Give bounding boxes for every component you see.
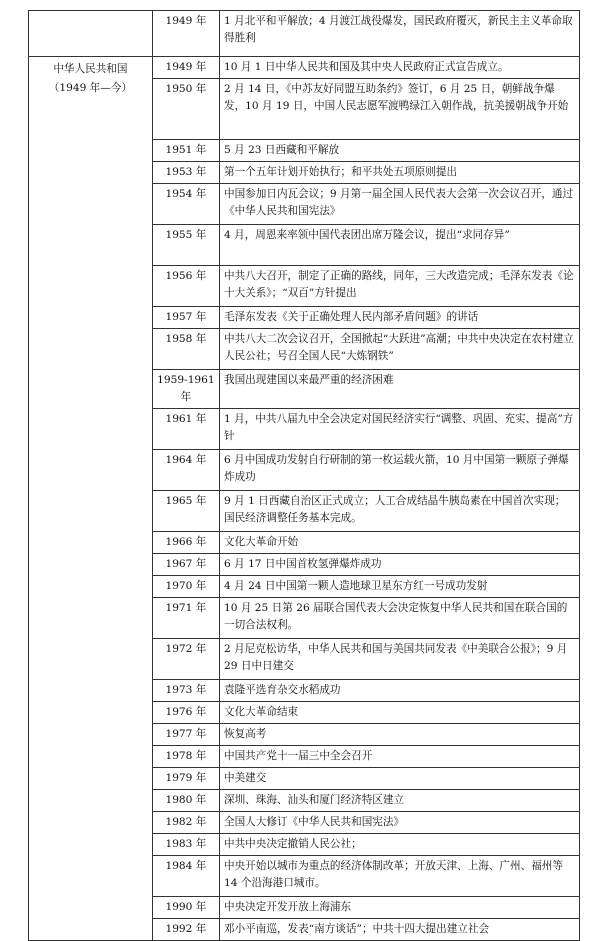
- event-cell: 中央决定开发开放上海浦东: [220, 897, 580, 919]
- event-cell: 中共八大召开，制定了正确的路线，同年，三大改造完成；毛泽东发表《论十大关系》；“双百”方针提出: [220, 266, 580, 307]
- year-cell: 1966 年: [152, 532, 219, 554]
- event-cell: 10 月 25 日第 26 届联合国代表大会决定恢复中华人民共和国在联合国的一切合法权利。: [220, 598, 580, 639]
- era-period: （1949 年—今）: [48, 82, 133, 94]
- year-cell: 1980 年: [152, 790, 219, 812]
- event-cell: 袁隆平选育杂交水稻成功: [220, 680, 580, 702]
- year-cell: 1959-1961 年: [152, 370, 219, 409]
- year-cell: 1979 年: [152, 768, 219, 790]
- year-cell: 1964 年: [152, 450, 219, 491]
- year-cell: 1972 年: [152, 639, 219, 680]
- event-cell: 4 月 24 日中国第一颗人造地球卫星东方红一号成功发射: [220, 576, 580, 598]
- year-cell: 1965 年: [152, 491, 219, 532]
- event-cell: 中共八大二次会议召开，全国掀起“大跃进”高潮；中共中央决定在农村建立人民公社；号召全国人民“大炼钢铁”: [220, 329, 580, 370]
- previous-era-cell: [29, 11, 153, 57]
- timeline-table: [28, 10, 580, 941]
- year-cell: 1950 年: [152, 79, 219, 140]
- year-cell: 1982 年: [152, 812, 219, 834]
- event-cell: 6 月中国成功发射自行研制的第一枚运载火箭，10 月中国第一颗原子弹爆炸成功: [220, 450, 580, 491]
- event-cell: 邓小平南巡，发表“南方谈话”；中共十四大提出建立社会: [220, 919, 580, 941]
- era-cell: [29, 57, 153, 941]
- year-cell: 1984 年: [152, 856, 219, 897]
- event-cell: 2 月 14 日，《中苏友好同盟互助条约》签订，6 月 25 日，朝鲜战争爆发，10 月 19 日，中国人民志愿军渡鸭绿江入朝作战，抗美援朝战争开始: [220, 79, 580, 140]
- year-cell: 1983 年: [152, 834, 219, 856]
- year-cell: 1958 年: [152, 329, 219, 370]
- year-cell: 1967 年: [152, 554, 219, 576]
- event-cell: 9 月 1 日西藏自治区正式成立；人工合成结晶牛胰岛素在中国首次实现；国民经济调整任务基本完成。: [220, 491, 580, 532]
- year-cell: 1961 年: [152, 409, 219, 450]
- year-cell: 1973 年: [152, 680, 219, 702]
- event-cell: 中美建交: [220, 768, 580, 790]
- year-cell: 1978 年: [152, 746, 219, 768]
- era-name: 中华人民共和国: [53, 63, 128, 75]
- event-cell: 文化大革命开始: [220, 532, 580, 554]
- year-cell: 1954 年: [152, 184, 219, 225]
- event-cell: 中国参加日内瓦会议；9 月第一届全国人民代表大会第一次会议召开，通过《中华人民共和国宪法》: [220, 184, 580, 225]
- event-cell: 深圳、珠海、汕头和厦门经济特区建立: [220, 790, 580, 812]
- year-cell: 1992 年: [152, 919, 219, 941]
- event-cell: 中共中央决定撤销人民公社；: [220, 834, 580, 856]
- event-cell: 6 月 17 日中国首枚氢弹爆炸成功: [220, 554, 580, 576]
- event-cell: 2 月尼克松访华，中华人民共和国与美国共同发表《中美联合公报》；9 月 29 日中日建交: [220, 639, 580, 680]
- year-cell: 1949 年: [152, 57, 219, 79]
- event-cell: 中国共产党十一届三中全会召开: [220, 746, 580, 768]
- event-cell: 4 月，周恩来率领中国代表团出席万隆会议，提出“求同存异”: [220, 225, 580, 266]
- table-row: [29, 57, 580, 79]
- event-cell: 10 月 1 日中华人民共和国及其中央人民政府正式宣告成立。: [220, 57, 580, 79]
- table-row: [29, 11, 580, 57]
- event-cell: 5 月 23 日西藏和平解放: [220, 140, 580, 162]
- event-cell: 全国人大修订《中华人民共和国宪法》: [220, 812, 580, 834]
- year-cell: 1957 年: [152, 307, 219, 329]
- event-cell: 1 月，中共八届九中全会决定对国民经济实行“调整、巩固、充实、提高”方针: [220, 409, 580, 450]
- year-cell: 1977 年: [152, 724, 219, 746]
- year-cell: 1955 年: [152, 225, 219, 266]
- year-cell: 1971 年: [152, 598, 219, 639]
- event-cell: 中央开始以城市为重点的经济体制改革；开放天津、上海、广州、福州等 14 个沿海港口城市。: [220, 856, 580, 897]
- year-cell: 1976 年: [152, 702, 219, 724]
- event-cell: 文化大革命结束: [220, 702, 580, 724]
- event-cell: 第一个五年计划开始执行；和平共处五项原则提出: [220, 162, 580, 184]
- year-cell: 1953 年: [152, 162, 219, 184]
- year-cell: 1956 年: [152, 266, 219, 307]
- year-cell: 1949 年: [152, 11, 219, 57]
- event-cell: 恢复高考: [220, 724, 580, 746]
- year-cell: 1990 年: [152, 897, 219, 919]
- event-cell: 1 月北平和平解放；4 月渡江战役爆发，国民政府覆灭，新民主主义革命取得胜利: [220, 11, 580, 57]
- year-cell: 1970 年: [152, 576, 219, 598]
- timeline-body: [29, 11, 580, 941]
- year-cell: 1951 年: [152, 140, 219, 162]
- event-cell: 我国出现建国以来最严重的经济困难: [220, 370, 580, 409]
- event-cell: 毛泽东发表《关于正确处理人民内部矛盾问题》的讲话: [220, 307, 580, 329]
